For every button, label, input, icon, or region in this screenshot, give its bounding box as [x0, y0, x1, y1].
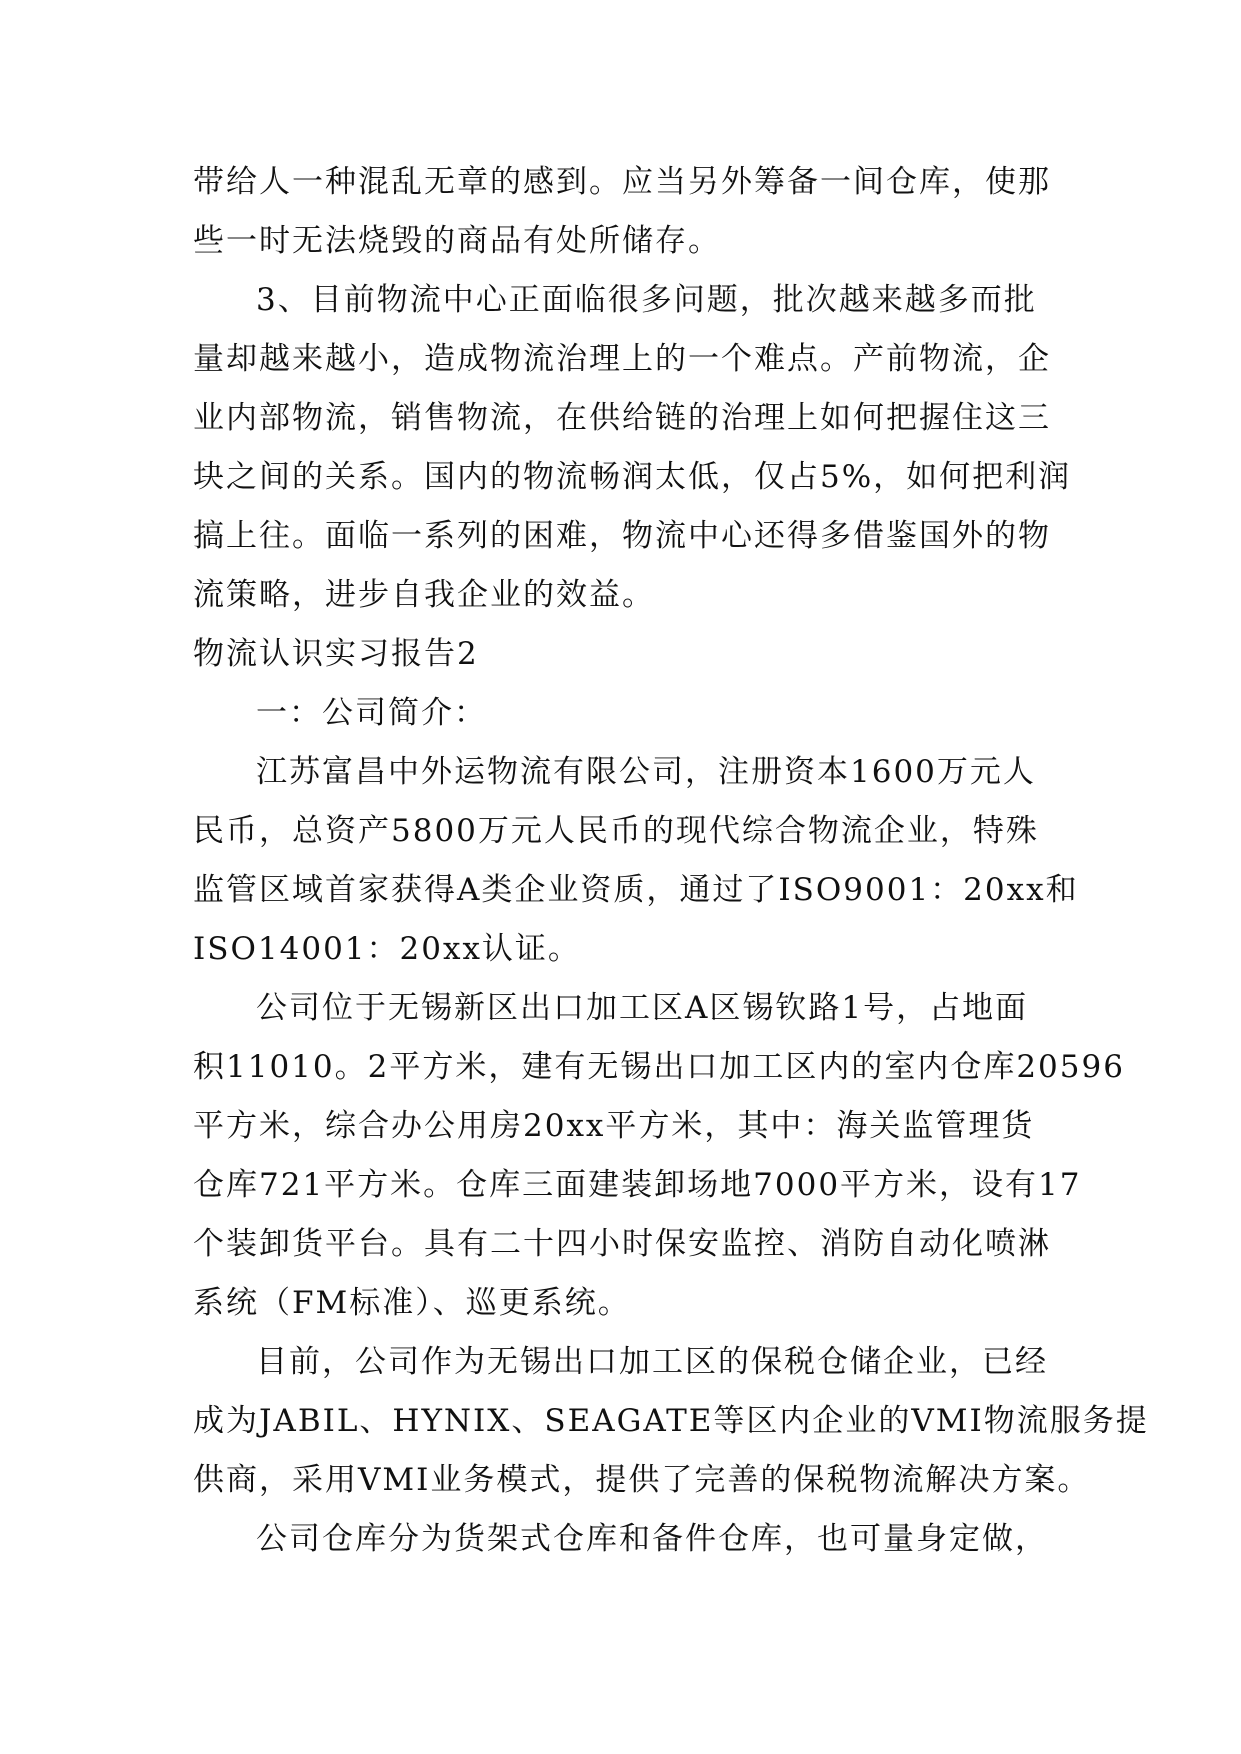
text-line: 些一时无法烧毁的商品有处所储存。 — [193, 223, 721, 259]
text-line: 公司位于无锡新区出口加工区A区锡钦路1号，占地面 — [256, 990, 1029, 1026]
text-line: 仓库721平方米。仓库三面建装卸场地7000平方米，设有17 — [193, 1167, 1082, 1203]
text-line: ISO14001：20xx认证。 — [193, 931, 581, 967]
section-heading: 物流认识实习报告2 — [193, 636, 479, 672]
text-line: 公司仓库分为货架式仓库和备件仓库，也可量身定做， — [256, 1521, 1048, 1557]
text-line: 流策略，进步自我企业的效益。 — [193, 577, 655, 613]
text-line: 带给人一种混乱无章的感到。应当另外筹备一间仓库，使那 — [193, 164, 1051, 200]
subsection-heading: 一：公司简介： — [256, 695, 487, 731]
text-line: 搞上往。面临一系列的困难，物流中心还得多借鉴国外的物 — [193, 518, 1051, 554]
text-line: 江苏富昌中外运物流有限公司，注册资本1600万元人 — [256, 754, 1036, 790]
text-line: 业内部物流，销售物流，在供给链的治理上如何把握住这三 — [193, 400, 1051, 436]
text-line: 平方米，综合办公用房20xx平方米，其中：海关监管理货 — [193, 1108, 1035, 1144]
text-line: 监管区域首家获得A类企业资质，通过了ISO9001：20xx和 — [193, 872, 1079, 908]
text-line: 积11010。2平方米，建有无锡出口加工区内的室内仓库20596 — [193, 1049, 1125, 1085]
text-line: 量却越来越小，造成物流治理上的一个难点。产前物流，企 — [193, 341, 1051, 377]
text-line: 3、目前物流中心正面临很多问题，批次越来越多而批 — [256, 282, 1037, 318]
text-line: 供商，采用VMI业务模式，提供了完善的保税物流解决方案。 — [193, 1462, 1091, 1498]
text-line: 块之间的关系。国内的物流畅润太低，仅占5%，如何把利润 — [193, 459, 1072, 495]
text-line: 个装卸货平台。具有二十四小时保安监控、消防自动化喷淋 — [193, 1226, 1051, 1262]
text-line: 系统（FM标准）、巡更系统。 — [193, 1285, 631, 1321]
text-line: 民币，总资产5800万元人民币的现代综合物流企业，特殊 — [193, 813, 1039, 849]
text-line: 目前，公司作为无锡出口加工区的保税仓储企业，已经 — [256, 1344, 1048, 1380]
text-line: 成为JABIL、HYNIX、SEAGATE等区内企业的VMI物流服务提 — [193, 1403, 1149, 1439]
